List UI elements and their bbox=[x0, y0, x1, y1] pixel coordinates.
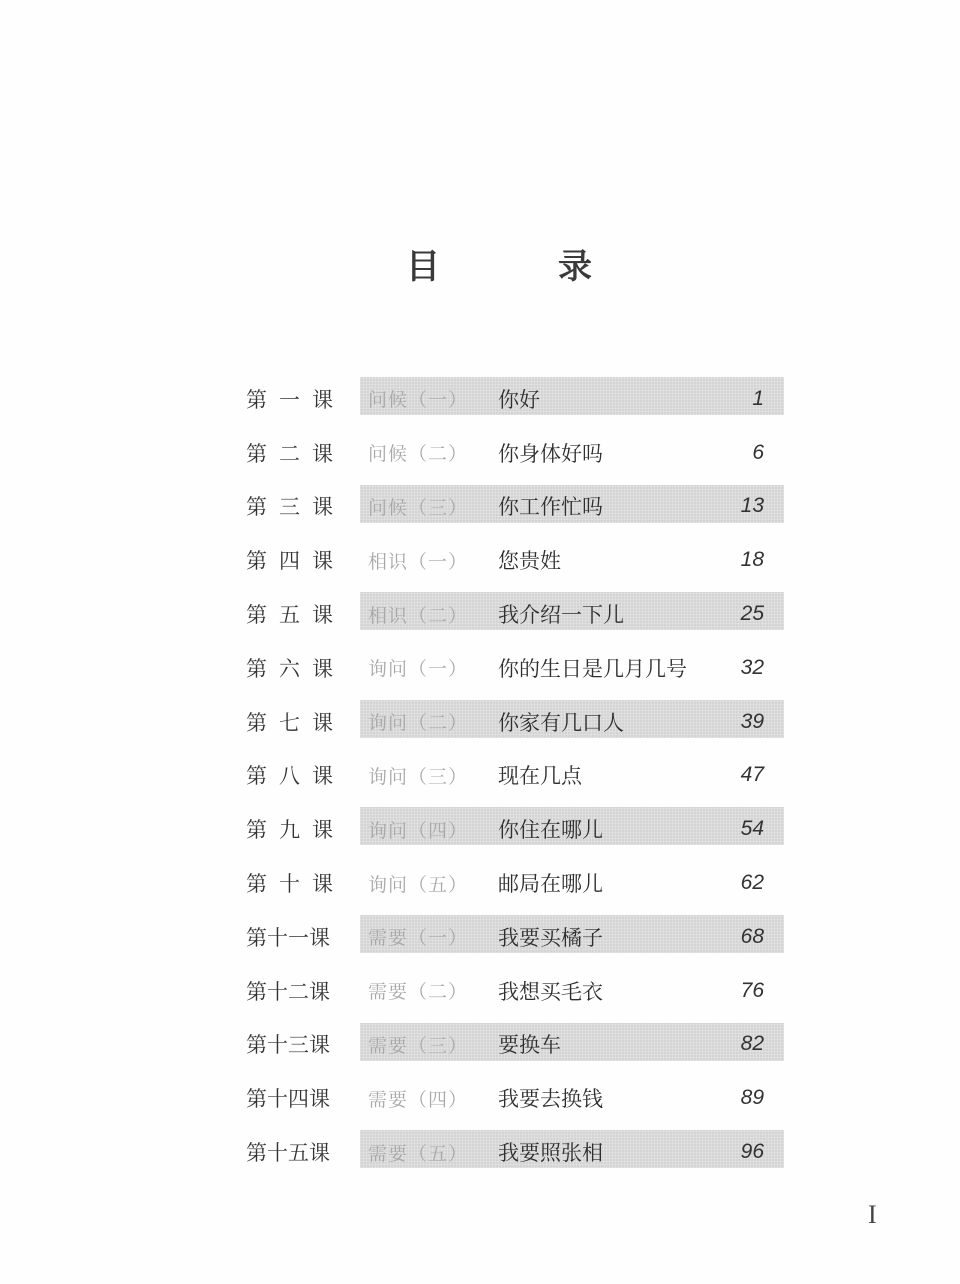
lesson-number: 第十五课 bbox=[246, 1141, 330, 1166]
lesson-topic: 需要（四） bbox=[368, 1088, 469, 1111]
lesson-topic: 询问（二） bbox=[368, 712, 469, 735]
page-number: 89 bbox=[740, 1086, 764, 1110]
lesson-title: 你工作忙吗 bbox=[498, 495, 603, 520]
toc-row[interactable] bbox=[246, 641, 786, 695]
page-number: 1 bbox=[752, 386, 764, 410]
lesson-number: 第二课 bbox=[246, 441, 345, 466]
toc-row[interactable] bbox=[246, 480, 786, 534]
lesson-number: 第十一课 bbox=[246, 925, 330, 950]
toc-row[interactable] bbox=[246, 964, 786, 1018]
toc-row[interactable] bbox=[246, 533, 786, 587]
lesson-title: 你好 bbox=[498, 387, 540, 412]
toc-row[interactable] bbox=[246, 1071, 786, 1125]
lesson-topic: 相识（二） bbox=[368, 604, 469, 627]
lesson-topic: 询问（一） bbox=[368, 658, 469, 681]
lesson-number: 第六课 bbox=[246, 656, 345, 681]
toc-row[interactable] bbox=[246, 695, 786, 749]
page-number: 6 bbox=[752, 440, 764, 464]
lesson-topic: 问候（三） bbox=[368, 496, 469, 519]
page-title: 目 录 bbox=[406, 247, 634, 287]
lesson-title: 我想买毛衣 bbox=[498, 979, 603, 1004]
toc-row[interactable] bbox=[246, 372, 786, 426]
table-of-contents bbox=[246, 372, 786, 1179]
lesson-number: 第十三课 bbox=[246, 1033, 330, 1058]
lesson-title: 我要照张相 bbox=[498, 1141, 603, 1166]
lesson-title: 我要买橘子 bbox=[498, 925, 603, 950]
toc-row[interactable] bbox=[246, 1125, 786, 1179]
toc-row[interactable] bbox=[246, 1018, 786, 1072]
lesson-title: 你身体好吗 bbox=[498, 441, 603, 466]
lesson-number: 第五课 bbox=[246, 603, 345, 628]
page-number: 25 bbox=[740, 602, 764, 626]
lesson-title: 你住在哪儿 bbox=[498, 818, 603, 843]
page-number: 76 bbox=[740, 978, 764, 1002]
lesson-number: 第一课 bbox=[246, 387, 345, 412]
toc-row[interactable] bbox=[246, 856, 786, 910]
lesson-topic: 询问（五） bbox=[368, 873, 469, 896]
lesson-topic: 询问（四） bbox=[368, 819, 469, 842]
lesson-number: 第四课 bbox=[246, 549, 345, 574]
lesson-topic: 问候（二） bbox=[368, 443, 469, 466]
page-number: 18 bbox=[740, 548, 764, 572]
lesson-title: 邮局在哪儿 bbox=[498, 872, 603, 897]
lesson-topic: 需要（五） bbox=[368, 1142, 469, 1165]
lesson-topic: 需要（一） bbox=[368, 927, 469, 950]
toc-row[interactable] bbox=[246, 802, 786, 856]
lesson-number: 第七课 bbox=[246, 710, 345, 735]
lesson-number: 第十课 bbox=[246, 872, 345, 897]
toc-row[interactable] bbox=[246, 749, 786, 803]
page-number: 54 bbox=[740, 817, 764, 841]
page-number: 82 bbox=[740, 1032, 764, 1056]
lesson-title: 我介绍一下儿 bbox=[498, 603, 624, 628]
page-number: 68 bbox=[740, 924, 764, 948]
lesson-topic: 问候（一） bbox=[368, 389, 469, 412]
lesson-number: 第十四课 bbox=[246, 1087, 330, 1112]
page-number: 47 bbox=[740, 763, 764, 787]
page-number: 32 bbox=[740, 655, 764, 679]
toc-row[interactable] bbox=[246, 426, 786, 480]
lesson-title: 我要去换钱 bbox=[498, 1087, 603, 1112]
page-folio: I bbox=[868, 1200, 877, 1229]
page-number: 96 bbox=[740, 1140, 764, 1164]
lesson-title: 要换车 bbox=[498, 1033, 561, 1058]
page-number: 13 bbox=[740, 494, 764, 518]
lesson-title: 您贵姓 bbox=[498, 549, 561, 574]
page-number: 39 bbox=[740, 709, 764, 733]
toc-row[interactable] bbox=[246, 910, 786, 964]
lesson-number: 第八课 bbox=[246, 764, 345, 789]
lesson-topic: 相识（一） bbox=[368, 550, 469, 573]
lesson-topic: 需要（二） bbox=[368, 981, 469, 1004]
lesson-title: 你的生日是几月几号 bbox=[498, 656, 687, 681]
lesson-number: 第十二课 bbox=[246, 979, 330, 1004]
page-number: 62 bbox=[740, 871, 764, 895]
lesson-title: 现在几点 bbox=[498, 764, 582, 789]
lesson-title: 你家有几口人 bbox=[498, 710, 624, 735]
lesson-topic: 需要（三） bbox=[368, 1034, 469, 1057]
toc-row[interactable] bbox=[246, 587, 786, 641]
lesson-topic: 询问（三） bbox=[368, 765, 469, 788]
lesson-number: 第三课 bbox=[246, 495, 345, 520]
lesson-number: 第九课 bbox=[246, 818, 345, 843]
